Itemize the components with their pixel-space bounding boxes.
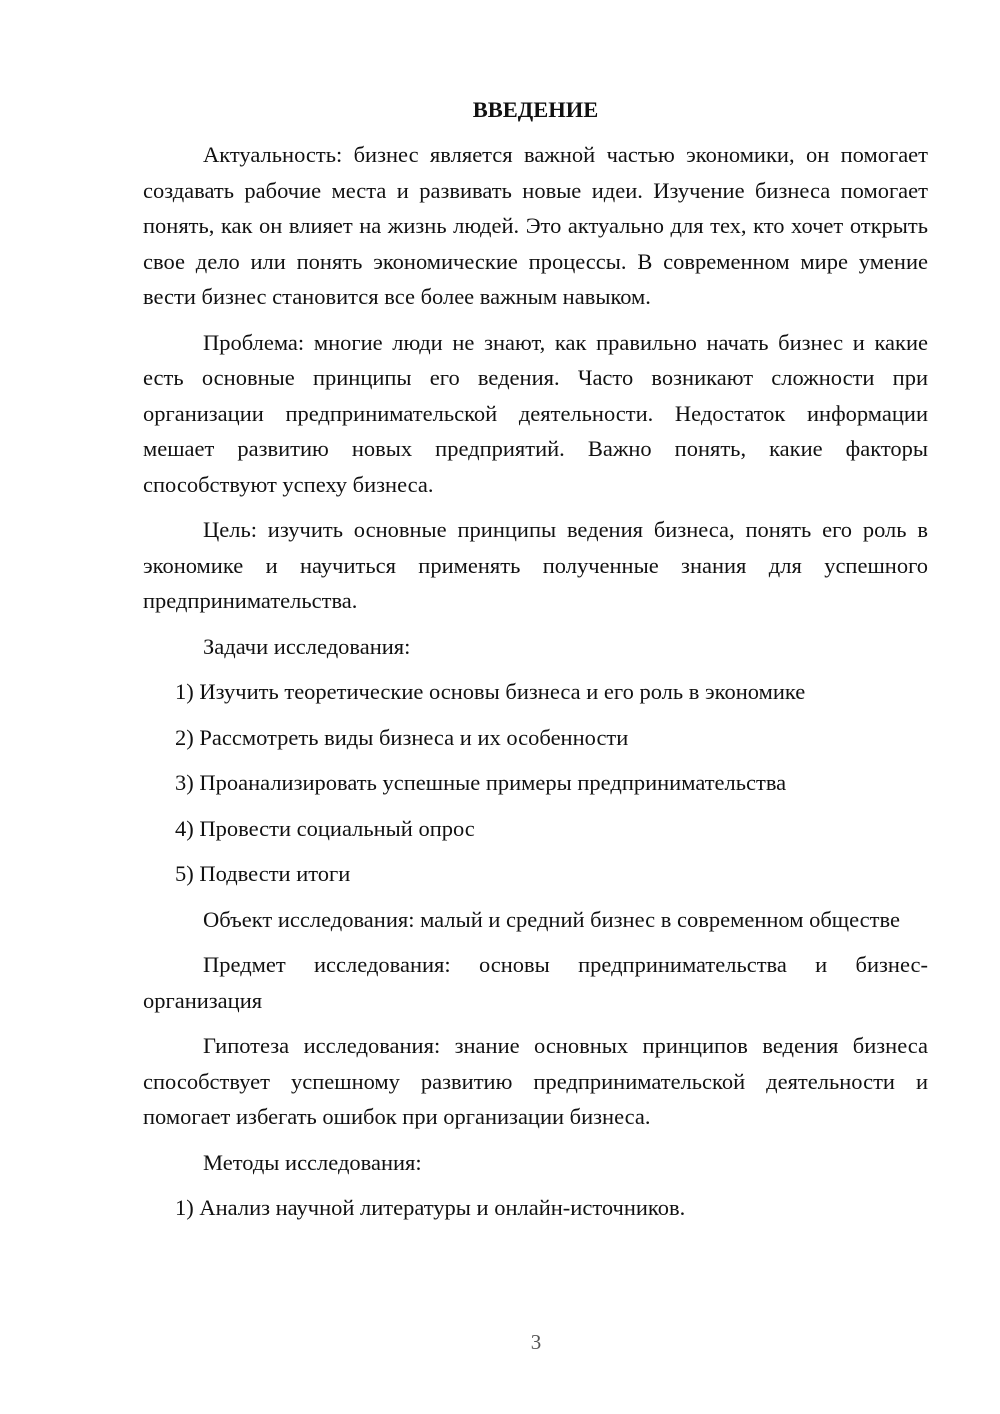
task-item-4: 4) Провести социальный опрос [175,815,475,841]
section-title: ВВЕДЕНИЕ [472,97,599,122]
relevance-paragraph: Актуальность: бизнес является важной частью экономики, он помогает создавать рабочие места и развивать новые идеи. Изучение бизнеса помогает понять, как он влияет на жизнь людей. Это актуально для тех, кто хочет открыть свое дело или понять экономические процессы. В современном мире умение вести бизнес становится все более важным навыком. [143,142,928,309]
task-item-1: 1) Изучить теоретические основы бизнеса и его роль в экономике [175,679,806,704]
task-item-5: 5) Подвести итоги [175,861,351,886]
task-item-3: 3) Проанализировать успешные примеры предпринимательства [175,770,787,795]
page-content [143,92,928,1236]
hypothesis-paragraph: Гипотеза исследования: знание основных принципов ведения бизнеса способствует успешному развитию предпринимательской деятельности и помогает избегать ошибок при организации бизнеса. [143,1033,928,1129]
tasks-heading: Задачи исследования: [203,633,411,659]
page-number: 3 [530,1330,542,1354]
problem-paragraph: Проблема: многие люди не знают, как правильно начать бизнес и какие есть основные принципы его ведения. Часто возникают сложности при организации предпринимательской деятельности. Недостаток информации мешает развитию новых предприятий. Важно понять, какие факторы способствуют успеху бизнеса. [143,329,928,497]
subject-paragraph: Предмет исследования: основы предпринимательства и бизнес-организация [143,952,928,1013]
methods-heading: Методы исследования: [203,1149,422,1175]
method-item-1: 1) Анализ научной литературы и онлайн-источников. [175,1195,686,1220]
goal-paragraph: Цель: изучить основные принципы ведения бизнеса, понять его роль в экономике и научиться применять полученные знания для успешного предпринимательства. [143,517,928,613]
task-item-2: 2) Рассмотреть виды бизнеса и их особенности [175,724,629,750]
object-paragraph: Объект исследования: малый и средний бизнес в современном обществе [203,906,900,932]
